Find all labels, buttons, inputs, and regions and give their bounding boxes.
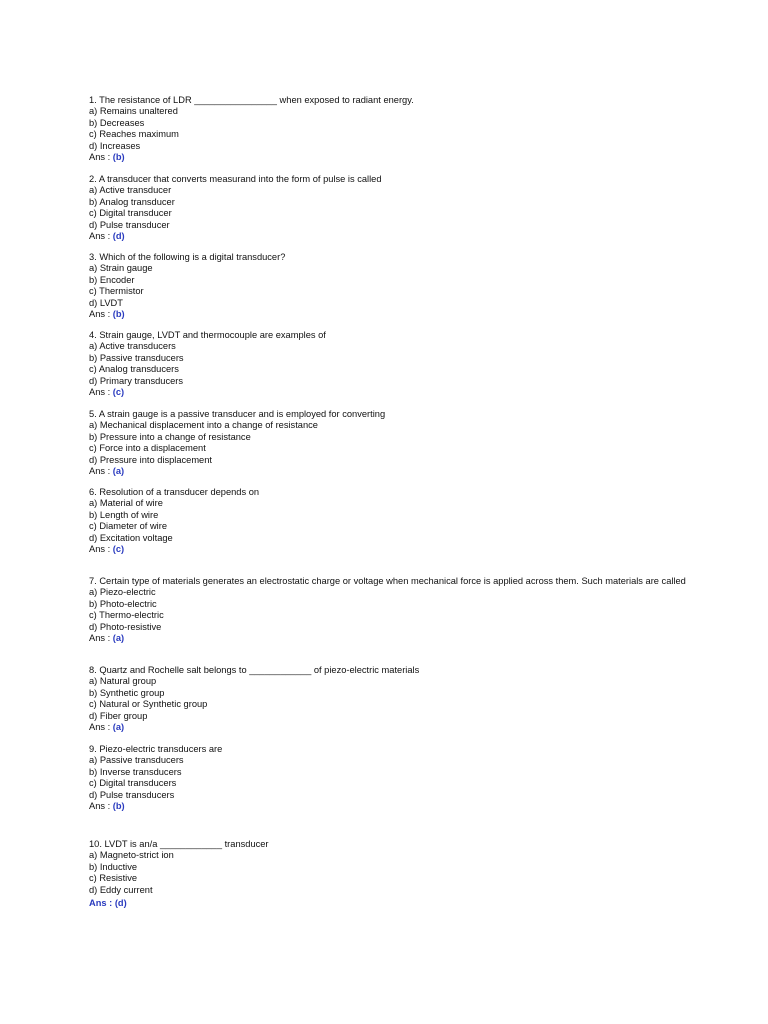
answer-prefix: Ans : — [89, 387, 113, 398]
answer-line — [89, 466, 689, 477]
answer-value: (d) — [112, 231, 125, 242]
answer-line — [89, 309, 689, 320]
option-d: d) Eddy current — [89, 884, 153, 895]
option-b: b) Decreases — [89, 117, 145, 128]
option-d: d) Fiber group — [89, 710, 148, 721]
option-d: d) Excitation voltage — [89, 532, 173, 543]
question-text: 5. A strain gauge is a passive transducer and is employed for converting — [89, 409, 386, 419]
option-c: c) Reaches maximum — [89, 129, 179, 140]
answer-line — [89, 633, 689, 644]
answer-prefix: Ans : — [89, 801, 113, 812]
question-text: 3. Which of the following is a digital transducer? — [89, 252, 286, 262]
option-a: a) Magneto-strict ion — [89, 850, 174, 861]
answer-line — [89, 152, 689, 163]
question-6 — [89, 487, 689, 555]
option-a: a) Material of wire — [89, 498, 163, 509]
question-7 — [89, 576, 689, 644]
answer-value: (c) — [112, 544, 125, 555]
option-c: c) Digital transducer — [89, 208, 172, 219]
option-d: d) Pulse transducer — [89, 219, 170, 230]
option-c: c) Thermistor — [89, 286, 144, 297]
answer-value: (b) — [112, 801, 125, 812]
answer-value: (a) — [112, 633, 125, 644]
answer-line — [89, 722, 689, 733]
option-b: b) Length of wire — [89, 509, 159, 520]
option-c: c) Natural or Synthetic group — [89, 699, 208, 710]
question-text: 4. Strain gauge, LVDT and thermocouple are examples of — [89, 330, 326, 340]
option-a: a) Natural group — [89, 676, 157, 687]
answer-prefix: Ans : — [89, 898, 115, 909]
option-c: c) Analog transducers — [89, 364, 179, 375]
option-b: b) Synthetic group — [89, 687, 165, 698]
answer-prefix: Ans : — [89, 633, 113, 644]
option-a: a) Mechanical displacement into a change of resistance — [89, 420, 318, 431]
option-a: a) Active transducer — [89, 185, 172, 196]
option-c: c) Thermo-electric — [89, 610, 164, 621]
answer-value: (d) — [114, 898, 127, 909]
question-3 — [89, 252, 689, 320]
question-text: 2. A transducer that converts measurand into the form of pulse is called — [89, 174, 382, 184]
option-c: c) Force into a displacement — [89, 443, 206, 454]
answer-value: (a) — [112, 466, 125, 477]
answer-prefix: Ans : — [89, 152, 113, 163]
option-d: d) Primary transducers — [89, 375, 184, 386]
answer-prefix: Ans : — [89, 466, 113, 477]
option-c: c) Digital transducers — [89, 778, 177, 789]
option-a: a) Passive transducers — [89, 755, 184, 766]
option-a: a) Piezo-electric — [89, 587, 156, 598]
question-text: 6. Resolution of a transducer depends on — [89, 487, 260, 497]
option-b: b) Inductive — [89, 861, 138, 872]
answer-value: (b) — [112, 309, 125, 320]
option-c: c) Diameter of wire — [89, 521, 168, 532]
option-d: d) Photo-resistive — [89, 621, 162, 632]
question-text: 1. The resistance of LDR ________________ when exposed to radiant energy. — [89, 95, 414, 105]
answer-line — [89, 231, 689, 242]
answer-value: (b) — [112, 152, 125, 163]
option-b: b) Encoder — [89, 274, 135, 285]
question-5 — [89, 409, 689, 477]
answer-value: (a) — [112, 722, 125, 733]
option-b: b) Analog transducer — [89, 196, 175, 207]
question-text: 9. Piezo-electric transducers are — [89, 744, 223, 754]
answer-line — [89, 801, 689, 812]
answer-prefix: Ans : — [89, 231, 113, 242]
question-2 — [89, 174, 689, 242]
question-1 — [89, 95, 689, 163]
option-d: d) Pressure into displacement — [89, 454, 212, 465]
answer-line — [89, 898, 689, 909]
option-a: a) Remains unaltered — [89, 106, 178, 117]
question-9 — [89, 744, 689, 812]
option-b: b) Passive transducers — [89, 352, 184, 363]
option-a: a) Active transducers — [89, 341, 176, 352]
question-text: 10. LVDT is an/a ____________ transducer — [89, 839, 269, 849]
option-d: d) Increases — [89, 140, 141, 151]
answer-prefix: Ans : — [89, 722, 113, 733]
option-b: b) Inverse transducers — [89, 766, 182, 777]
question-4 — [89, 330, 689, 398]
question-10 — [89, 839, 689, 909]
option-b: b) Photo-electric — [89, 598, 157, 609]
option-c: c) Resistive — [89, 873, 138, 884]
question-text: 8. Quartz and Rochelle salt belongs to ____________ of piezo-electric materials — [89, 665, 420, 675]
answer-prefix: Ans : — [89, 309, 113, 320]
question-8 — [89, 665, 689, 733]
question-text: 7. Certain type of materials generates an electrostatic charge or voltage when mechanical force is applied across them. Such materials are called — [89, 576, 686, 586]
option-d: d) LVDT — [89, 297, 123, 308]
option-a: a) Strain gauge — [89, 263, 153, 274]
answer-prefix: Ans : — [89, 544, 113, 555]
answer-line — [89, 544, 689, 555]
answer-line — [89, 387, 689, 398]
answer-value: (c) — [112, 387, 125, 398]
option-d: d) Pulse transducers — [89, 789, 175, 800]
option-b: b) Pressure into a change of resistance — [89, 431, 251, 442]
